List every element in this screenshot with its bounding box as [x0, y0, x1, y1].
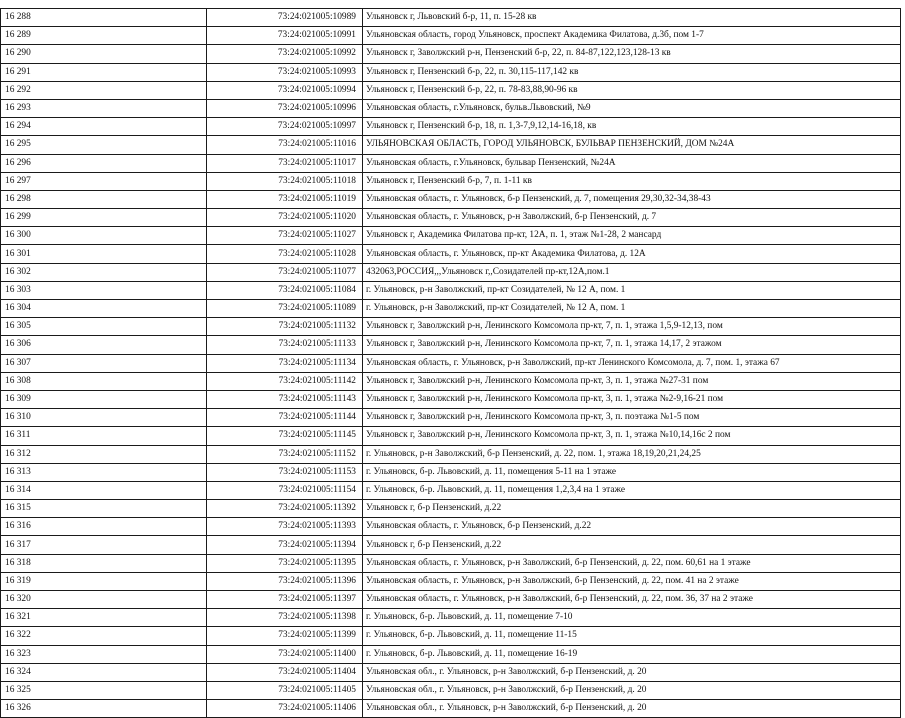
row-number: 16 319: [1, 572, 207, 590]
row-number: 16 289: [1, 27, 207, 45]
row-number: 16 300: [1, 227, 207, 245]
cadastral-number: 73:24:021005:11145: [207, 427, 363, 445]
address: Ульяновск г, Заволжский р-н, Ленинского Комсомола пр-кт, 3, п. 1, этажа №10,14,16с 2 пом: [363, 427, 901, 445]
row-number: 16 298: [1, 190, 207, 208]
address: Ульяновск г, Пензенский б-р, 7, п. 1-11 кв: [363, 172, 901, 190]
cadastral-number: 73:24:021005:11397: [207, 591, 363, 609]
cadastral-number: 73:24:021005:11133: [207, 336, 363, 354]
address: Ульяновск г, Пензенский б-р, 18, п. 1,3-7,9,12,14-16,18, кв: [363, 118, 901, 136]
address: Ульяновская область, город Ульяновск, проспект Академика Филатова, д.3б, пом 1-7: [363, 27, 901, 45]
row-number: 16 305: [1, 318, 207, 336]
address: Ульяновская область, г. Ульяновск, р-н Заволжский, б-р Пензенский, д. 7: [363, 209, 901, 227]
address: Ульяновская область, г. Ульяновск, б-р Пензенский, д.22: [363, 518, 901, 536]
row-number: 16 326: [1, 700, 207, 718]
row-number: 16 311: [1, 427, 207, 445]
row-number: 16 322: [1, 627, 207, 645]
cadastral-number: 73:24:021005:11405: [207, 681, 363, 699]
table-row: [1, 481, 901, 499]
table-row: [1, 572, 901, 590]
table-row: [1, 536, 901, 554]
address: Ульяновская область, г. Ульяновск, р-н Заволжский, пр-кт Ленинского Комсомола, д. 7, пом. 1, этажа 67: [363, 354, 901, 372]
cadastral-number: 73:24:021005:11016: [207, 136, 363, 154]
address: Ульяновск г, б-р Пензенский, д.22: [363, 536, 901, 554]
table-row: [1, 500, 901, 518]
table-row: [1, 318, 901, 336]
cadastral-number: 73:24:021005:11144: [207, 409, 363, 427]
address: 432063,РОССИЯ,,,Ульяновск г,,Созидателей пр-кт,12А,пом.1: [363, 263, 901, 281]
row-number: 16 296: [1, 154, 207, 172]
cadastral-number: 73:24:021005:11406: [207, 700, 363, 718]
cadastral-number: 73:24:021005:11084: [207, 281, 363, 299]
address: Ульяновская область, г.Ульяновск, бульв.Львовский, №9: [363, 99, 901, 117]
table-row: [1, 9, 901, 27]
table-row: [1, 227, 901, 245]
row-number: 16 318: [1, 554, 207, 572]
cadastral-number: 73:24:021005:11398: [207, 609, 363, 627]
table-row: [1, 390, 901, 408]
table-row: [1, 63, 901, 81]
table-row: [1, 700, 901, 718]
cadastral-number: 73:24:021005:11028: [207, 245, 363, 263]
table-row: [1, 645, 901, 663]
cadastral-number: 73:24:021005:11396: [207, 572, 363, 590]
table-row: [1, 136, 901, 154]
row-number: 16 308: [1, 372, 207, 390]
address: г. Ульяновск, б-р. Львовский, д. 11, помещение 11-15: [363, 627, 901, 645]
cadastral-number: 73:24:021005:10994: [207, 81, 363, 99]
table-row: [1, 154, 901, 172]
table-row: [1, 591, 901, 609]
address: Ульяновская область, г.Ульяновск, бульвар Пензенский, №24А: [363, 154, 901, 172]
address: Ульяновск г, Заволжский р-н, Ленинского Комсомола пр-кт, 3, п. 1, этажа №2-9,16-21 пом: [363, 390, 901, 408]
cadastral-table: [0, 8, 901, 718]
row-number: 16 301: [1, 245, 207, 263]
address: Ульяновская область, г. Ульяновск, р-н Заволжский, б-р Пензенский, д. 22, пом. 41 на 2 этаже: [363, 572, 901, 590]
registry-sheet: [0, 8, 901, 718]
cadastral-number: 73:24:021005:10991: [207, 27, 363, 45]
cadastral-number: 73:24:021005:10996: [207, 99, 363, 117]
row-number: 16 306: [1, 336, 207, 354]
address: Ульяновская обл., г. Ульяновск, р-н Заволжский, б-р Пензенский, д. 20: [363, 681, 901, 699]
cadastral-number: 73:24:021005:11020: [207, 209, 363, 227]
table-row: [1, 463, 901, 481]
address: УЛЬЯНОВСКАЯ ОБЛАСТЬ, ГОРОД УЛЬЯНОВСК, БУЛЬВАР ПЕНЗЕНСКИЙ, ДОМ №24А: [363, 136, 901, 154]
cadastral-number: 73:24:021005:11077: [207, 263, 363, 281]
row-number: 16 323: [1, 645, 207, 663]
table-row: [1, 663, 901, 681]
cadastral-number: 73:24:021005:10993: [207, 63, 363, 81]
row-number: 16 307: [1, 354, 207, 372]
address: Ульяновск г, Академика Филатова пр-кт, 12А, п. 1, этаж №1-28, 2 мансард: [363, 227, 901, 245]
row-number: 16 294: [1, 118, 207, 136]
table-row: [1, 245, 901, 263]
address: Ульяновск г, Заволжский р-н, Ленинского Комсомола пр-кт, 7, п. 1, этажа 1,5,9-12,13, пом: [363, 318, 901, 336]
cadastral-number: 73:24:021005:11395: [207, 554, 363, 572]
row-number: 16 293: [1, 99, 207, 117]
row-number: 16 321: [1, 609, 207, 627]
address: г. Ульяновск, б-р. Львовский, д. 11, помещения 5-11 на 1 этаже: [363, 463, 901, 481]
row-number: 16 291: [1, 63, 207, 81]
cadastral-number: 73:24:021005:11134: [207, 354, 363, 372]
address: г. Ульяновск, р-н Заволжский, б-р Пензенский, д. 22, пом. 1, этажа 18,19,20,21,24,25: [363, 445, 901, 463]
address: Ульяновская обл., г. Ульяновск, р-н Заволжский, б-р Пензенский, д. 20: [363, 700, 901, 718]
address: г. Ульяновск, б-р. Львовский, д. 11, помещение 7-10: [363, 609, 901, 627]
table-row: [1, 281, 901, 299]
cadastral-number: 73:24:021005:10992: [207, 45, 363, 63]
address: Ульяновск г, б-р Пензенский, д.22: [363, 500, 901, 518]
row-number: 16 313: [1, 463, 207, 481]
row-number: 16 312: [1, 445, 207, 463]
cadastral-number: 73:24:021005:11152: [207, 445, 363, 463]
address: Ульяновская область, г. Ульяновск, б-р Пензенский, д. 7, помещения 29,30,32-34,38-43: [363, 190, 901, 208]
table-row: [1, 209, 901, 227]
table-row: [1, 681, 901, 699]
row-number: 16 320: [1, 591, 207, 609]
cadastral-number: 73:24:021005:11027: [207, 227, 363, 245]
address: г. Ульяновск, б-р. Львовский, д. 11, помещение 16-19: [363, 645, 901, 663]
cadastral-number: 73:24:021005:11018: [207, 172, 363, 190]
table-row: [1, 99, 901, 117]
cadastral-number: 73:24:021005:11142: [207, 372, 363, 390]
address: Ульяновск г, Заволжский р-н, Ленинского Комсомола пр-кт, 3, п. поэтажа №1-5 пом: [363, 409, 901, 427]
row-number: 16 290: [1, 45, 207, 63]
row-number: 16 303: [1, 281, 207, 299]
address: Ульяновск г, Пензенский б-р, 22, п. 30,115-117,142 кв: [363, 63, 901, 81]
table-row: [1, 445, 901, 463]
address: Ульяновск г, Заволжский р-н, Ленинского Комсомола пр-кт, 7, п. 1, этажа 14,17, 2 этажом: [363, 336, 901, 354]
row-number: 16 314: [1, 481, 207, 499]
table-row: [1, 27, 901, 45]
row-number: 16 299: [1, 209, 207, 227]
table-row: [1, 190, 901, 208]
address: Ульяновская область, г. Ульяновск, р-н Заволжский, б-р Пензенский, д. 22, пом. 60,61 на 1 этаже: [363, 554, 901, 572]
table-row: [1, 354, 901, 372]
row-number: 16 315: [1, 500, 207, 518]
row-number: 16 309: [1, 390, 207, 408]
cadastral-number: 73:24:021005:11017: [207, 154, 363, 172]
cadastral-number: 73:24:021005:11394: [207, 536, 363, 554]
address: Ульяновская область, г. Ульяновск, р-н Заволжский, б-р Пензенский, д. 22, пом. 36, 37 на 2 этаже: [363, 591, 901, 609]
table-row: [1, 627, 901, 645]
address: Ульяновск г, Заволжский р-н, Ленинского Комсомола пр-кт, 3, п. 1, этажа №27-31 пом: [363, 372, 901, 390]
table-row: [1, 518, 901, 536]
table-row: [1, 45, 901, 63]
address: Ульяновская область, г. Ульяновск, пр-кт Академика Филатова, д. 12А: [363, 245, 901, 263]
table-row: [1, 118, 901, 136]
cadastral-number: 73:24:021005:11132: [207, 318, 363, 336]
row-number: 16 297: [1, 172, 207, 190]
cadastral-number: 73:24:021005:11089: [207, 300, 363, 318]
row-number: 16 292: [1, 81, 207, 99]
cadastral-number: 73:24:021005:11392: [207, 500, 363, 518]
table-row: [1, 81, 901, 99]
cadastral-number: 73:24:021005:11153: [207, 463, 363, 481]
address: Ульяновск г, Львовский б-р, 11, п. 15-28 кв: [363, 9, 901, 27]
address: Ульяновск г, Пензенский б-р, 22, п. 78-83,88,90-96 кв: [363, 81, 901, 99]
cadastral-number: 73:24:021005:11400: [207, 645, 363, 663]
cadastral-number: 73:24:021005:11399: [207, 627, 363, 645]
address: г. Ульяновск, р-н Заволжский, пр-кт Созидателей, № 12 А, пом. 1: [363, 281, 901, 299]
table-row: [1, 172, 901, 190]
address: Ульяновская обл., г. Ульяновск, р-н Заволжский, б-р Пензенский, д. 20: [363, 663, 901, 681]
cadastral-number: 73:24:021005:11154: [207, 481, 363, 499]
row-number: 16 295: [1, 136, 207, 154]
row-number: 16 302: [1, 263, 207, 281]
cadastral-number: 73:24:021005:11404: [207, 663, 363, 681]
table-row: [1, 263, 901, 281]
table-row: [1, 300, 901, 318]
table-row: [1, 554, 901, 572]
row-number: 16 325: [1, 681, 207, 699]
table-body: [1, 9, 901, 718]
row-number: 16 316: [1, 518, 207, 536]
address: Ульяновск г, Заволжский р-н, Пензенский б-р, 22, п. 84-87,122,123,128-13 кв: [363, 45, 901, 63]
table-row: [1, 409, 901, 427]
row-number: 16 288: [1, 9, 207, 27]
cadastral-number: 73:24:021005:11019: [207, 190, 363, 208]
row-number: 16 310: [1, 409, 207, 427]
address: г. Ульяновск, б-р. Львовский, д. 11, помещения 1,2,3,4 на 1 этаже: [363, 481, 901, 499]
cadastral-number: 73:24:021005:11143: [207, 390, 363, 408]
table-row: [1, 427, 901, 445]
row-number: 16 304: [1, 300, 207, 318]
table-row: [1, 372, 901, 390]
table-row: [1, 609, 901, 627]
address: г. Ульяновск, р-н Заволжский, пр-кт Созидателей, № 12 А, пом. 1: [363, 300, 901, 318]
cadastral-number: 73:24:021005:10989: [207, 9, 363, 27]
row-number: 16 317: [1, 536, 207, 554]
table-row: [1, 336, 901, 354]
row-number: 16 324: [1, 663, 207, 681]
cadastral-number: 73:24:021005:10997: [207, 118, 363, 136]
cadastral-number: 73:24:021005:11393: [207, 518, 363, 536]
